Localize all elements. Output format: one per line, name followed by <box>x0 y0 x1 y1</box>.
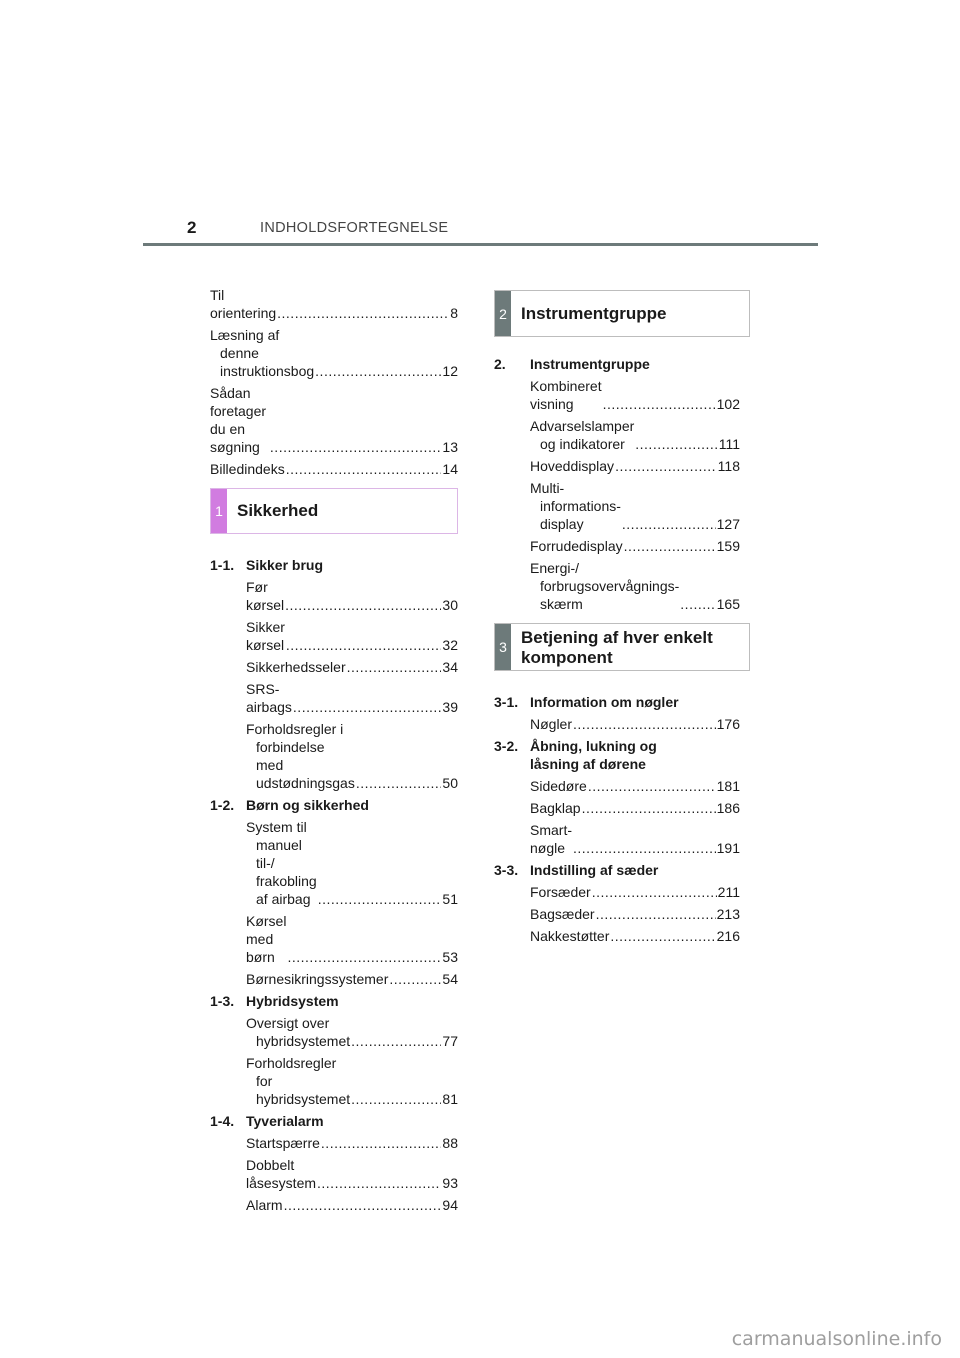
chapter-heading[interactable]: 1-3. Hybridsystem <box>210 993 339 1009</box>
toc-entry[interactable]: Startspærre ..... 88 <box>246 1134 458 1152</box>
toc-entry[interactable]: Sådan foretager du en søgning ..... 13 <box>210 384 458 456</box>
chapter-heading[interactable]: 3-2. Åbning, lukning og låsning af dørene <box>494 738 657 772</box>
toc-entry[interactable]: Dobbelt låsesystem ..... 93 <box>246 1156 458 1192</box>
section-header-3[interactable] <box>494 623 750 671</box>
chapter-heading[interactable]: 1-4. Tyverialarm <box>210 1113 324 1129</box>
toc-entry[interactable]: Nøgler ..... 176 <box>530 715 740 733</box>
chapter-heading[interactable]: 3-3. Indstilling af sæder <box>494 862 659 878</box>
watermark-text: carmanualsonline.info <box>731 1328 942 1350</box>
toc-entry[interactable]: Hoveddisplay ..... 118 <box>530 457 740 475</box>
section-tab-1: 1 <box>211 489 227 533</box>
toc-entry[interactable]: Forsæder ..... 211 <box>530 883 740 901</box>
toc-entry[interactable]: Læsning af denne instruktionsbog ..... 12 <box>210 326 458 380</box>
toc-entry[interactable]: Før kørsel ..... 30 <box>246 578 458 614</box>
intro-list <box>210 286 458 478</box>
section-title-2: Instrumentgruppe <box>521 303 667 323</box>
toc-entry[interactable]: Alarm ..... 94 <box>246 1196 458 1214</box>
page-number: 2 <box>187 218 197 237</box>
toc-entry[interactable]: Forholdsregler i forbindelse med udstødningsgas ..... 50 <box>246 720 458 792</box>
chapter-heading[interactable]: 1-2. Børn og sikkerhed <box>210 797 369 813</box>
toc-entry[interactable]: Forholdsregler for hybridsystemet ..... 81 <box>246 1054 458 1108</box>
section-tab-3: 3 <box>495 624 511 670</box>
toc-entry[interactable]: Sikkerhedsseler ..... 34 <box>246 658 458 676</box>
toc-entry[interactable]: Sikker kørsel ..... 32 <box>246 618 458 654</box>
toc-right-column <box>494 290 750 949</box>
section-title-3: Betjening af hver enkelt komponent <box>521 628 713 667</box>
toc-entry[interactable]: Sidedøre ..... 181 <box>530 777 740 795</box>
toc-entry[interactable]: Nakkestøtter ..... 216 <box>530 927 740 945</box>
toc-left-column <box>210 286 458 1218</box>
toc-entry[interactable]: Børnesikringssystemer ..... 54 <box>246 970 458 988</box>
toc-entry[interactable]: Advarselslamper og indikatorer ..... 111 <box>530 417 740 453</box>
header-rule <box>143 243 818 246</box>
chapter-heading[interactable]: 1-1. Sikker brug <box>210 557 324 573</box>
section-header-1[interactable] <box>210 488 458 534</box>
page-title: INDHOLDSFORTEGNELSE <box>260 220 449 236</box>
toc-entry[interactable]: Billedindeks ..... 14 <box>210 460 458 478</box>
toc-entry[interactable]: Energi-/ forbrugsovervågnings- skærm ..... 165 <box>530 559 740 613</box>
toc-entry[interactable]: Kombineret visning ..... 102 <box>530 377 740 413</box>
page-header <box>143 218 818 246</box>
chapter-heading[interactable]: 2. Instrumentgruppe <box>494 356 650 372</box>
section-tab-2: 2 <box>495 291 511 336</box>
section-header-2[interactable] <box>494 290 750 337</box>
toc-entry[interactable]: System til manuel til-/ frakobling af airbag ..... 51 <box>246 818 458 908</box>
toc-entry[interactable]: Bagsæder ..... 213 <box>530 905 740 923</box>
section-title-1: Sikkerhed <box>237 501 319 520</box>
toc-entry[interactable]: Oversigt over hybridsystemet ..... 77 <box>246 1014 458 1050</box>
toc-entry[interactable]: SRS-airbags ..... 39 <box>246 680 458 716</box>
toc-entry[interactable]: Til orientering ..... 8 <box>210 286 458 322</box>
toc-entry[interactable]: Forrudedisplay ..... 159 <box>530 537 740 555</box>
chapter-heading[interactable]: 3-1. Information om nøgler <box>494 694 679 710</box>
toc-entry[interactable]: Smart-nøgle ..... 191 <box>530 821 740 857</box>
toc-entry[interactable]: Multi-informations- display ..... 127 <box>530 479 740 533</box>
toc-entry[interactable]: Kørsel med børn ..... 53 <box>246 912 458 966</box>
toc-entry[interactable]: Bagklap ..... 186 <box>530 799 740 817</box>
